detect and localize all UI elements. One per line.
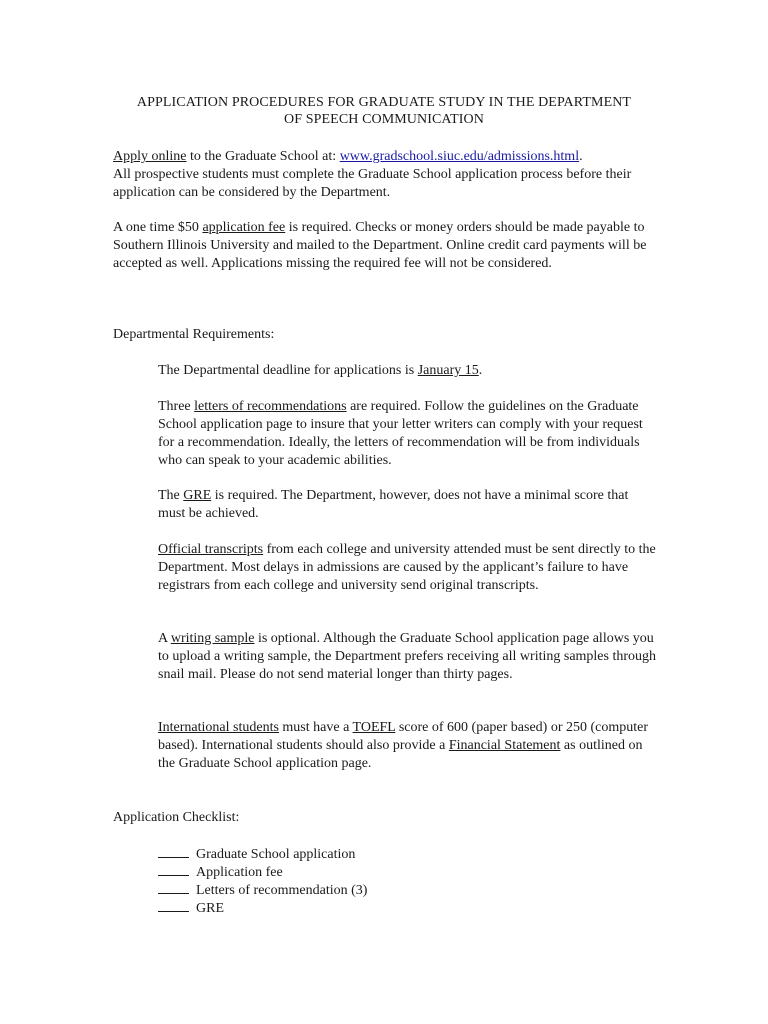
document-title [100, 94, 668, 128]
checklist-item [158, 844, 658, 862]
checklist-item [158, 898, 658, 916]
writing-text-1: A [158, 631, 171, 646]
writing-sample-paragraph [158, 630, 658, 684]
checklist-item [158, 862, 658, 880]
international-text-1: must have a [278, 720, 353, 735]
title-line-1: APPLICATION PROCEDURES FOR GRADUATE STUDY IN THE DEPARTMENT [136, 95, 632, 110]
checklist-item [158, 880, 658, 898]
transcripts-text-2: from each college and university attended must be sent directly to the Department. Most delays in admissions are caused by the applicant’s failure to have registrars from each college and university send original transcripts. [158, 542, 656, 593]
gre-text-1: The [158, 488, 184, 503]
international-text-2: score of 600 (paper based) or 250 (computer based). International students should also provide a [158, 720, 649, 753]
gre-underlined: GRE [183, 488, 212, 503]
transcripts-paragraph [158, 541, 658, 595]
fee-underlined: application fee [202, 220, 286, 235]
checkbox-blank-line [158, 844, 189, 858]
dept-requirements-heading: Departmental Requirements: [113, 327, 275, 342]
writing-underlined: writing sample [170, 631, 255, 646]
financial-statement-underlined: Financial Statement [448, 738, 561, 753]
gre-paragraph [158, 487, 658, 523]
gre-text-2: is required. The Department, however, does not have a minimal score that must be achieved. [158, 488, 629, 521]
apply-text-1: to the Graduate School at: [186, 149, 340, 164]
checkbox-blank-line [158, 880, 189, 894]
letters-text-2: are required. Follow the guidelines on the Graduate School application page to insure that your letter writers can comply with your request for a recommendation. Ideally, the letters of recommendation will be from individuals who can speak to your academic abilities. [158, 399, 643, 468]
deadline-text-1: The Departmental deadline for applications is [158, 363, 418, 378]
checkbox-blank-line [158, 862, 189, 876]
international-text-3: as outlined on the Graduate School application page. [158, 738, 643, 771]
letters-paragraph [158, 398, 658, 470]
deadline-text-2: . [478, 363, 483, 378]
checkbox-blank-line [158, 898, 189, 912]
admissions-url-link[interactable]: www.gradschool.siuc.edu/admissions.html [339, 149, 580, 164]
checklist-heading: Application Checklist: [113, 810, 240, 825]
fee-text-2: is required. Checks or money orders should be made payable to Southern Illinois University and mailed to the Department. Online credit card payments will be accepted as well. Applications missing the required fee will not be considered. [113, 220, 647, 271]
fee-text-1: A one time $50 [113, 220, 203, 235]
checklist-item-label: Letters of recommendation (3) [196, 883, 368, 898]
letters-underlined: letters of recommendations [194, 399, 347, 414]
apply-text-3: All prospective students must complete the Graduate School application process before their application can be considered by the Department. [113, 167, 632, 200]
letters-text-1: Three [158, 399, 195, 414]
deadline-paragraph [158, 362, 658, 380]
deadline-date: January 15 [417, 363, 479, 378]
apply-online-link[interactable]: Apply online [113, 149, 187, 164]
checklist-item-label: GRE [196, 901, 224, 916]
checklist [158, 844, 658, 916]
transcripts-underlined: Official transcripts [158, 542, 264, 557]
apply-paragraph [113, 148, 658, 202]
international-underlined-1: International students [158, 720, 279, 735]
apply-text-2: . [579, 149, 583, 164]
checklist-item-label: Graduate School application [196, 847, 356, 862]
title-line-2: OF SPEECH COMMUNICATION [284, 112, 484, 127]
fee-paragraph [113, 219, 658, 273]
checklist-item-label: Application fee [196, 865, 283, 880]
toefl-underlined: TOEFL [352, 720, 396, 735]
writing-text-2: is optional. Although the Graduate School application page allows you to upload a writing sample, the Department prefers receiving all writing samples through snail mail. Please do not send material longer than thirty pages. [158, 631, 657, 682]
international-paragraph [158, 719, 658, 773]
